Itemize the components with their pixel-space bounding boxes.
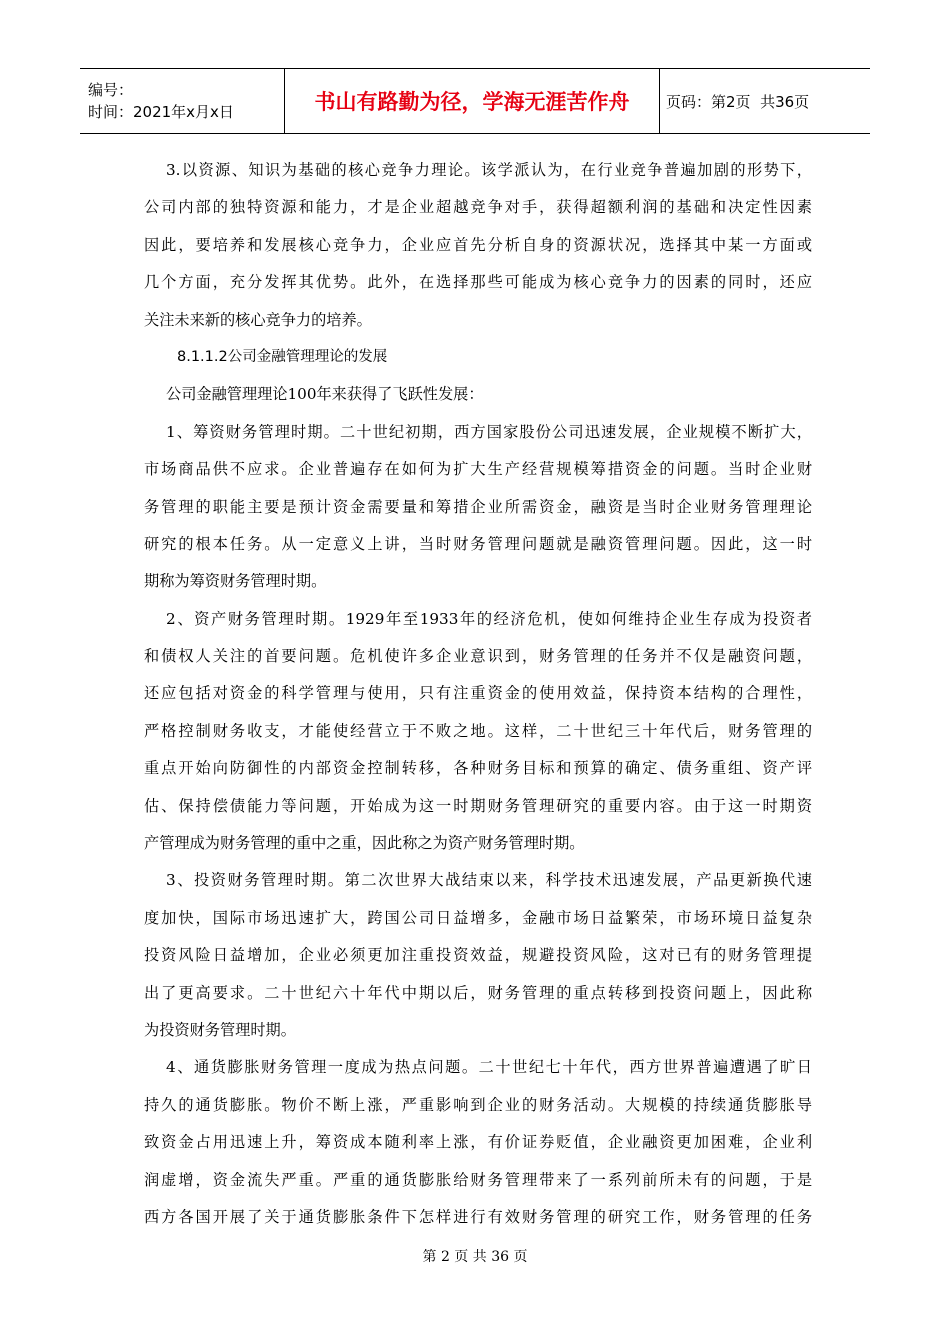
paragraph-line: 持久的通货膨胀。物价不断上涨，严重影响到企业的财务活动。大规模的持续通货膨胀导 [144,1095,812,1114]
paragraph-line: 务管理的职能主要是预计资金需要量和筹措企业所需资金，融资是当时企业财务管理理论 [144,497,812,516]
document-date: 时间：2021年x月x日 [88,103,234,121]
paragraph-line: 出了更高要求。二十世纪六十年代中期以后，财务管理的重点转移到投资问题上，因此称 [144,983,812,1002]
paragraph-line: 4、通货膨胀财务管理一度成为热点问题。二十世纪七十年代，西方世界普遍遭遇了旷日 [166,1058,812,1077]
header-page-label: 页码：第2页 共36页 [666,92,810,111]
paragraph-line: 润虚增，资金流失严重。严重的通货膨胀给财务管理带来了一系列前所未有的问题，于是 [144,1170,812,1189]
page-header [80,68,870,134]
paragraph-line: 几个方面，充分发挥其优势。此外，在选择那些可能成为核心竞争力的因素的同时，还应 [144,273,812,292]
paragraph-line: 还应包括对资金的科学管理与使用，只有注重资金的使用效益，保持资本结构的合理性， [144,684,812,703]
paragraph-line: 关注未来新的核心竞争力的培养。 [144,310,372,329]
paragraph-line: 2、资产财务管理时期。1929年至1933年的经济危机，使如何维持企业生存成为投资者 [166,609,812,628]
paragraph-line: 1、筹资财务管理时期。二十世纪初期，西方国家股份公司迅速发展，企业规模不断扩大， [166,422,812,441]
document-body [144,152,812,1236]
document-number: 编号： [88,81,134,99]
paragraph-line: 因此，要培养和发展核心竞争力，企业应首先分析自身的资源状况，选择其中某一方面或 [144,235,812,254]
paragraph-line: 投资风险日益增加，企业必须更加注重投资效益，规避投资风险，这对已有的财务管理提 [144,946,812,965]
paragraph-line: 度加快，国际市场迅速扩大，跨国公司日益增多，金融市场日益繁荣，市场环境日益复杂 [144,908,812,927]
header-page-info [660,69,870,133]
paragraph-line: 为投资财务管理时期。 [144,1020,296,1039]
paragraph-line: 产管理成为财务管理的重中之重，因此称之为资产财务管理时期。 [144,834,585,853]
paragraph-line: 3、投资财务管理时期。第二次世界大战结束以来，科学技术迅速发展，产品更新换代速 [166,871,812,890]
paragraph-line: 重点开始向防御性的内部资金控制转移，各种财务目标和预算的确定、债务重组、资产评 [144,759,812,778]
paragraph-line: 严格控制财务收支，才能使经营立于不败之地。这样，二十世纪三十年代后，财务管理的 [144,721,812,740]
paragraph-line: 3.以资源、知识为基础的核心竞争力理论。该学派认为，在行业竞争普遍加剧的形势下， [166,161,812,179]
paragraph-line: 致资金占用迅速上升，筹资成本随利率上涨，有价证券贬值，企业融资更加困难，企业利 [144,1133,812,1152]
paragraph-line: 和债权人关注的首要问题。危机使许多企业意识到，财务管理的任务并不仅是融资问题， [144,647,812,666]
paragraph-line: 期称为筹资财务管理时期。 [144,572,327,591]
paragraph-line: 公司金融管理理论100年来获得了飞跃性发展： [166,385,484,404]
page-footer: 第 2 页 共 36 页 [422,1249,528,1265]
section-heading: 8.1.1.2公司金融管理理论的发展 [177,348,388,365]
paragraph-line: 估、保持偿债能力等问题，开始成为这一时期财务管理研究的重要内容。由于这一时期资 [144,796,812,815]
paragraph-line: 研究的根本任务。从一定意义上讲，当时财务管理问题就是融资管理问题。因此，这一时 [144,534,812,553]
header-meta [80,69,284,133]
paragraph-line: 西方各国开展了关于通货膨胀条件下怎样进行有效财务管理的研究工作，财务管理的任务 [144,1207,812,1226]
paragraph-line: 市场商品供不应求。企业普遍存在如何为扩大生产经营规模筹措资金的问题。当时企业财 [144,460,812,479]
paragraph-line: 公司内部的独特资源和能力，才是企业超越竞争对手，获得超额利润的基础和决定性因素 [144,198,812,217]
header-motto: 书山有路勤为径，学海无涯苦作舟 [284,69,660,133]
